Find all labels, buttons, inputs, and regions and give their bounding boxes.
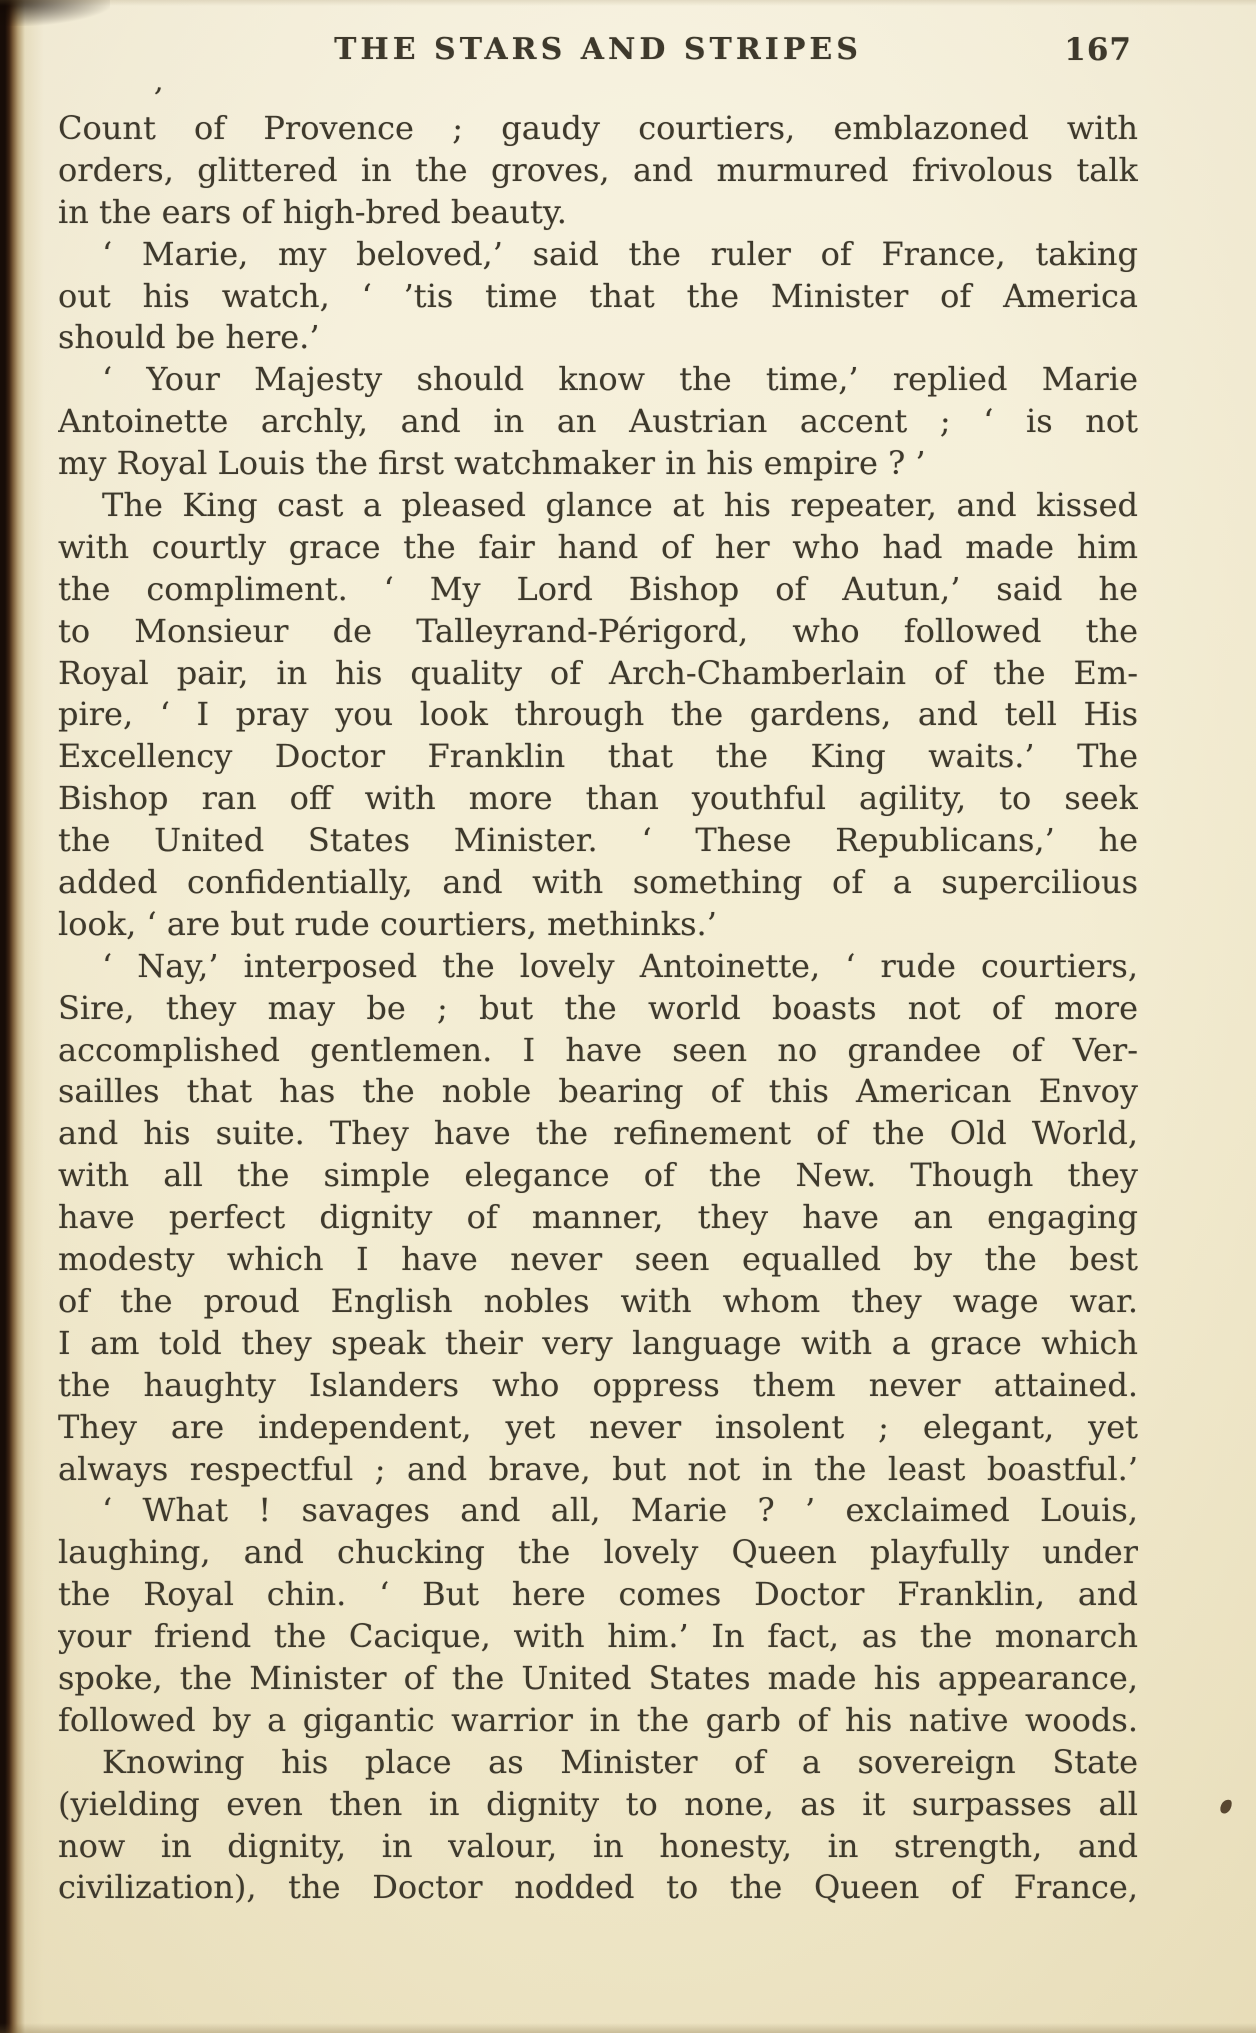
paragraph xyxy=(58,359,1138,485)
text-line: should be here.’ xyxy=(58,318,320,357)
text-line: accomplished gentlemen. I have seen no grandee of Ver- xyxy=(58,1030,1138,1069)
text-line: have perfect dignity of manner, they have an engaging xyxy=(58,1198,1138,1237)
stray-quote-mark-artifact: ’ xyxy=(149,81,164,118)
text-line: to Monsieur de Talleyrand-Périgord, who followed the xyxy=(58,611,1138,650)
text-line: always respectful ; and brave, but not in the least boastful.’ xyxy=(58,1449,1138,1488)
text-line: laughing, and chucking the lovely Queen playfully under xyxy=(58,1533,1138,1572)
paragraph xyxy=(58,108,1138,234)
text-line: Antoinette archly, and in an Austrian accent ; ‘ is not xyxy=(58,402,1138,441)
text-line: ‘ Your Majesty should know the time,’ replied Marie xyxy=(102,360,1138,399)
text-line: your friend the Cacique, with him.’ In fact, as the monarch xyxy=(58,1617,1138,1656)
paragraph xyxy=(58,946,1138,1491)
text-line: out his watch, ‘ ’tis time that the Minister of America xyxy=(58,276,1138,315)
text-line: followed by a gigantic warrior in the garb of his native woods. xyxy=(58,1700,1138,1739)
book-spine-edge xyxy=(0,0,46,2033)
text-line: Bishop ran off with more than youthful agility, to seek xyxy=(58,779,1138,818)
ink-speck-artifact xyxy=(1218,1798,1233,1816)
text-line: Excellency Doctor Franklin that the King waits.’ The xyxy=(58,737,1138,776)
page-bottom-edge xyxy=(0,2023,1256,2033)
text-line: Count of Provence ; gaudy courtiers, emblazoned with xyxy=(58,109,1138,147)
text-line: added confidentially, and with something of a supercilious xyxy=(58,863,1138,902)
text-line: spoke, the Minister of the United States made his appearance, xyxy=(58,1658,1138,1697)
text-line: in the ears of high-bred beauty. xyxy=(58,192,567,231)
text-line: my Royal Louis the first watchmaker in his empire ? ’ xyxy=(58,444,926,483)
text-line: the United States Minister. ‘ These Republicans,’ he xyxy=(58,821,1138,860)
text-line: (yielding even then in dignity to none, as it surpasses all xyxy=(58,1784,1138,1823)
text-line: look, ‘ are but rude courtiers, methinks.’ xyxy=(58,904,717,943)
text-line: modesty which I have never seen equalled by the best xyxy=(58,1240,1138,1279)
text-line: Knowing his place as Minister of a sovereign State xyxy=(102,1742,1138,1781)
text-line: now in dignity, in valour, in honesty, in strength, and xyxy=(58,1826,1138,1865)
text-line: the Royal chin. ‘ But here comes Doctor Franklin, and xyxy=(58,1575,1138,1614)
text-line: Royal pair, in his quality of Arch-Chamberlain of the Em- xyxy=(58,653,1138,692)
text-line: with courtly grace the fair hand of her who had made him xyxy=(58,527,1138,566)
paragraph xyxy=(58,234,1138,360)
text-line: the haughty Islanders who oppress them never attained. xyxy=(58,1365,1138,1404)
page-number: 167 xyxy=(1064,32,1132,68)
page-top-edge xyxy=(0,0,1256,6)
text-line: pire, ‘ I pray you look through the gardens, and tell His xyxy=(58,695,1138,734)
text-line: with all the simple elegance of the New. Though they xyxy=(58,1156,1138,1195)
body-text xyxy=(58,108,1138,1909)
page-title: THE STARS AND STRIPES xyxy=(334,32,862,67)
text-line: and his suite. They have the refinement of the Old World, xyxy=(58,1114,1138,1153)
text-line: of the proud English nobles with whom they wage war. xyxy=(58,1281,1138,1320)
text-line: civilization), the Doctor nodded to the Queen of France, xyxy=(58,1868,1138,1907)
text-line: ‘ Marie, my beloved,’ said the ruler of France, taking xyxy=(102,234,1138,273)
text-line: the compliment. ‘ My Lord Bishop of Autun,’ said he xyxy=(58,569,1138,608)
paragraph xyxy=(58,485,1138,946)
paragraph xyxy=(58,1490,1138,1741)
running-header xyxy=(58,30,1138,70)
text-line: orders, glittered in the groves, and murmured frivolous talk xyxy=(58,150,1138,189)
text-line: Sire, they may be ; but the world boasts not of more xyxy=(58,988,1138,1027)
text-line: They are independent, yet never insolent ; elegant, yet xyxy=(58,1407,1138,1446)
text-line: The King cast a pleased glance at his repeater, and kissed xyxy=(102,486,1138,525)
text-line: I am told they speak their very language with a grace which xyxy=(58,1323,1138,1362)
corner-shadow xyxy=(0,0,110,26)
text-line: sailles that has the noble bearing of this American Envoy xyxy=(58,1072,1138,1111)
paragraph xyxy=(58,1742,1138,1910)
text-line: ‘ What ! savages and all, Marie ? ’ exclaimed Louis, xyxy=(102,1491,1138,1530)
text-line: ‘ Nay,’ interposed the lovely Antoinette, ‘ rude courtiers, xyxy=(102,946,1138,985)
